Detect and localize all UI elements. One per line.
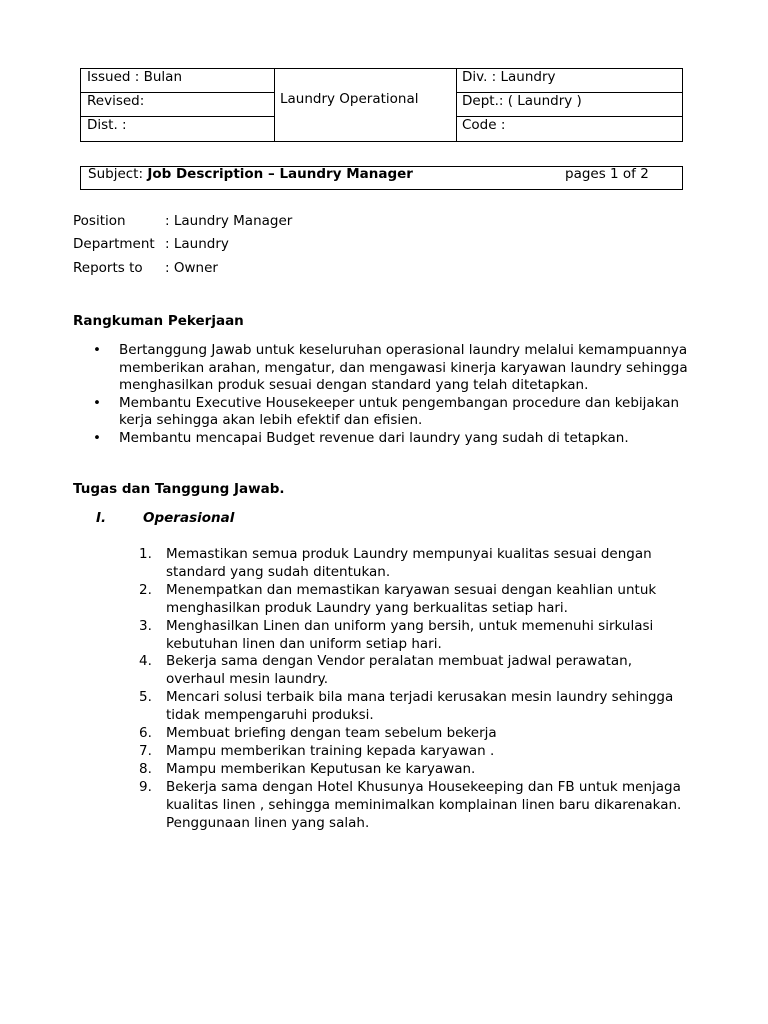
summary-bullet-list bbox=[93, 342, 693, 448]
duties-numbered-list bbox=[139, 546, 694, 833]
list-item bbox=[139, 761, 694, 779]
info-value: : Laundry bbox=[165, 236, 229, 252]
header-right-column bbox=[456, 69, 682, 141]
list-item bbox=[139, 743, 694, 761]
item-text: Mampu memberikan training kepada karyawan . bbox=[166, 742, 495, 759]
item-text: Membuat briefing dengan team sebelum bekerja bbox=[166, 725, 497, 742]
list-item bbox=[139, 725, 694, 743]
item-number: 5. bbox=[139, 689, 152, 706]
list-item bbox=[139, 779, 694, 833]
item-text: Mampu memberikan Keputusan ke karyawan. bbox=[166, 760, 476, 777]
document-header-table bbox=[80, 68, 683, 142]
info-row-reports-to bbox=[73, 260, 218, 277]
issued-cell: Issued : Bulan bbox=[81, 69, 274, 93]
info-row-position bbox=[73, 213, 292, 230]
subject-label: Subject: bbox=[88, 166, 148, 182]
div-cell: Div. : Laundry bbox=[456, 69, 682, 93]
list-item bbox=[139, 618, 694, 654]
item-text: Menghasilkan Linen dan uniform yang bersih, untuk memenuhi sirkulasi kebutuhan linen dan uniform setiap hari. bbox=[166, 617, 654, 652]
item-number: 6. bbox=[139, 725, 152, 742]
info-value: : Laundry Manager bbox=[165, 213, 293, 229]
subject-title: Job Description – Laundry Manager bbox=[147, 166, 413, 182]
revised-cell: Revised: bbox=[81, 93, 274, 117]
item-number: 8. bbox=[139, 760, 152, 777]
header-left-column bbox=[81, 69, 275, 141]
info-key: Position bbox=[73, 213, 126, 229]
list-item bbox=[139, 689, 694, 725]
duties-heading: Tugas dan Tanggung Jawab. bbox=[73, 481, 285, 497]
summary-heading: Rangkuman Pekerjaan bbox=[73, 313, 244, 329]
item-number: 4. bbox=[139, 653, 152, 670]
code-cell: Code : bbox=[462, 117, 506, 133]
item-number: 3. bbox=[139, 617, 152, 634]
dept-cell: Dept.: ( Laundry ) bbox=[456, 93, 682, 117]
subject-box bbox=[80, 166, 683, 190]
item-number: 9. bbox=[139, 778, 152, 795]
item-text: Bekerja sama dengan Vendor peralatan membuat jadwal perawatan, overhaul mesin laundry. bbox=[166, 653, 633, 688]
item-number: 1. bbox=[139, 546, 152, 562]
subject-line bbox=[88, 167, 413, 182]
item-text: Mencari solusi terbaik bila mana terjadi kerusakan mesin laundry sehingga tidak mempengaruhi produksi. bbox=[166, 689, 674, 724]
item-number: 7. bbox=[139, 742, 152, 759]
list-item bbox=[139, 653, 694, 689]
item-text: Menempatkan dan memastikan karyawan sesuai dengan keahlian untuk menghasilkan produk Laundry yang berkualitas setiap hari. bbox=[166, 581, 657, 616]
list-item: • Membantu Executive Housekeeper untuk pengembangan procedure dan kebijakan kerja sehingga akan lebih efektif dan efisien. bbox=[93, 395, 693, 430]
item-number: 2. bbox=[139, 581, 152, 598]
list-item bbox=[139, 582, 694, 618]
header-center-column bbox=[274, 69, 457, 141]
header-center-title: Laundry Operational bbox=[280, 91, 419, 107]
info-key: Reports to bbox=[73, 260, 143, 276]
list-item: • Membantu mencapai Budget revenue dari laundry yang sudah di tetapkan. bbox=[93, 430, 693, 448]
info-key: Department bbox=[73, 236, 155, 252]
list-item: • Bertanggung Jawab untuk keseluruhan operasional laundry melalui kemampuannya memberikan arahan, mengatur, dan mengawasi kinerja karyawan laundry sehingga menghasilkan produk sesuai dengan standard yang telah ditetapkan. bbox=[93, 342, 693, 395]
item-text: Bekerja sama dengan Hotel Khusunya Housekeeping dan FB untuk menjaga kualitas linen , sehingga meminimalkan komplainan linen baru dikarenakan. Penggunaan linen yang salah. bbox=[166, 778, 682, 831]
info-value: : Owner bbox=[165, 260, 218, 276]
page-count: pages 1 of 2 bbox=[565, 166, 649, 182]
list-item bbox=[139, 546, 694, 582]
info-row-department bbox=[73, 236, 229, 253]
section-number: I. bbox=[96, 510, 107, 526]
item-text: Memastikan semua produk Laundry mempunyai kualitas sesuai dengan standard yang sudah ditentukan. bbox=[166, 546, 652, 580]
section-title: Operasional bbox=[143, 510, 235, 526]
dist-cell: Dist. : bbox=[87, 117, 127, 133]
